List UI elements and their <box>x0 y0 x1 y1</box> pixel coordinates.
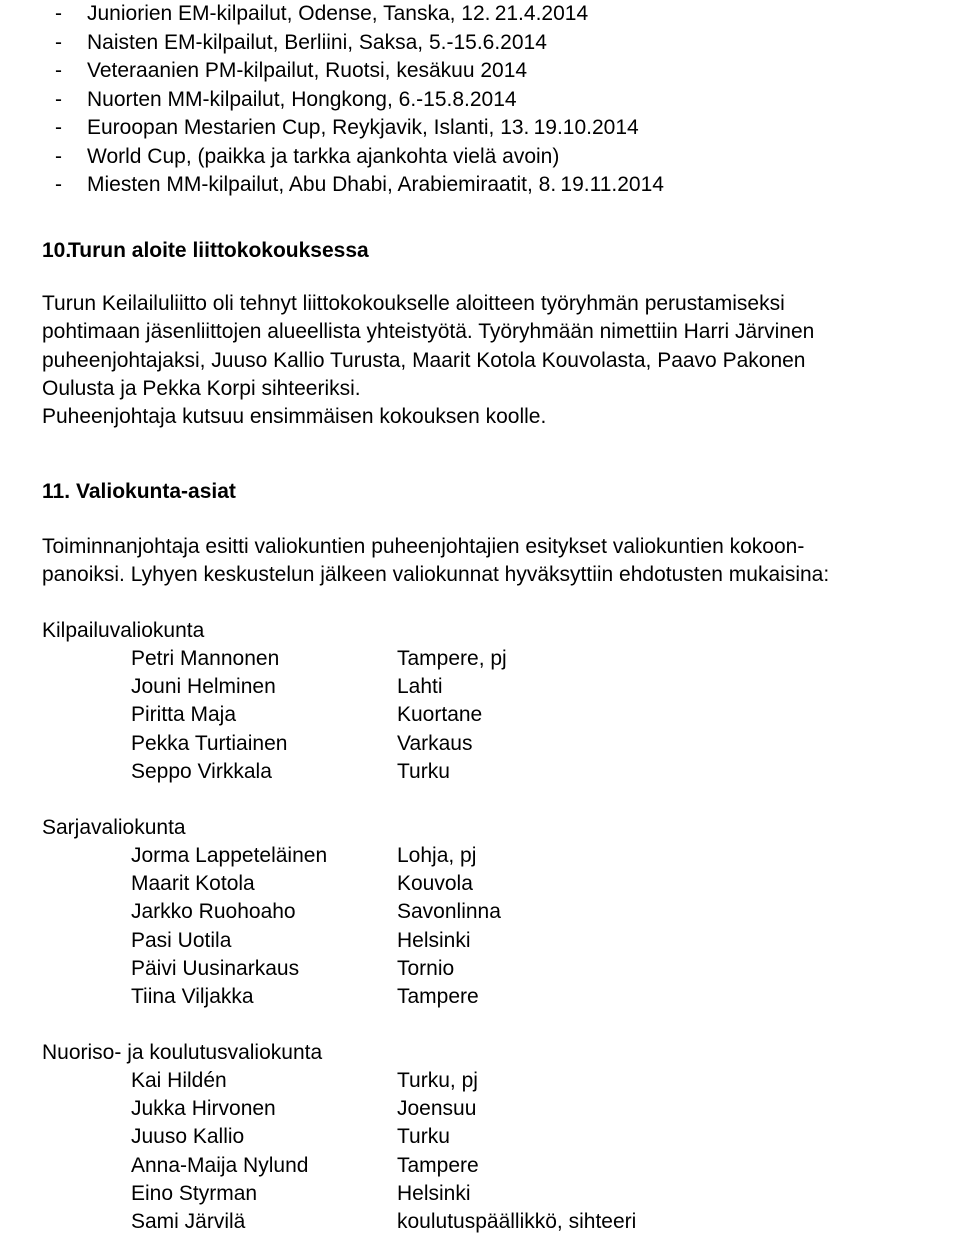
paragraph-line: Toiminnanjohtaja esitti valiokuntien puheenjohtajien esitykset valiokuntien kokoon- <box>42 535 805 558</box>
event-text: Juniorien EM-kilpailut, Odense, Tanska, 12. 21.4.2014 <box>87 2 589 25</box>
list-dash: - <box>55 173 62 196</box>
member-city: Helsinki <box>397 928 471 952</box>
event-item <box>55 114 664 143</box>
paragraph-line: pohtimaan jäsenliittojen alueellista yhteistyötä. Työryhmään nimettiin Harri Järvinen <box>42 320 815 344</box>
member-city: Tampere <box>397 984 479 1008</box>
section-number: 10. <box>42 239 72 262</box>
member-name: Petri Mannonen <box>131 647 280 670</box>
event-item <box>55 86 664 115</box>
member-name: Jukka Hirvonen <box>131 1097 276 1121</box>
committee-title: Kilpailuvaliokunta <box>42 619 205 642</box>
section-10-paragraph <box>42 290 960 431</box>
member-name: Seppo Virkkala <box>131 759 272 783</box>
section-title: Turun aloite liittokokouksessa <box>68 239 369 262</box>
member-name: Eino Styrman <box>131 1181 258 1205</box>
member-name: Maarit Kotola <box>131 872 255 896</box>
list-dash: - <box>55 144 62 168</box>
member-city: Tampere <box>397 1153 479 1177</box>
event-item <box>55 171 664 200</box>
member-name: Pasi Uotila <box>131 928 232 952</box>
member-city: Kuortane <box>397 703 483 727</box>
member-city: Kouvola <box>397 872 473 896</box>
member-name: Kai Hildén <box>131 1069 227 1092</box>
member-name: Jouni Helminen <box>131 675 276 699</box>
section-title: Valiokunta-asiat <box>76 480 236 503</box>
member-city: Turku <box>397 1125 450 1149</box>
member-city: Savonlinna <box>397 900 501 924</box>
list-dash: - <box>55 59 62 82</box>
section-number: 11. <box>42 480 71 503</box>
paragraph-line: panoiksi. Lyhyen keskustelun jälkeen valiokunnat hyväksyttiin ehdotusten mukaisina: <box>42 563 830 587</box>
list-dash: - <box>55 2 62 25</box>
event-text: Nuorten MM-kilpailut, Hongkong, 6.-15.8.2014 <box>87 87 517 111</box>
member-name: Pekka Turtiainen <box>131 731 288 755</box>
committee-title: Nuoriso- ja koulutusvaliokunta <box>42 1041 323 1064</box>
member-city: Lahti <box>397 675 443 699</box>
list-dash: - <box>55 30 62 54</box>
member-city: Joensuu <box>397 1097 477 1121</box>
event-text: Miesten MM-kilpailut, Abu Dhabi, Arabiemiraatit, 8. 19.11.2014 <box>87 173 664 196</box>
member-name: Päivi Uusinarkaus <box>131 956 300 980</box>
event-text: Euroopan Mestarien Cup, Reykjavik, Islanti, 13. 19.10.2014 <box>87 116 639 139</box>
member-name: Anna-Maija Nylund <box>131 1153 309 1177</box>
event-text: World Cup, (paikka ja tarkka ajankohta vielä avoin) <box>87 144 560 168</box>
section-10-heading <box>42 237 369 265</box>
member-name: Jarkko Ruohoaho <box>131 900 296 924</box>
event-item <box>55 29 664 58</box>
member-city: Helsinki <box>397 1181 471 1205</box>
list-dash: - <box>55 116 62 139</box>
member-city: Varkaus <box>397 731 473 755</box>
member-name: Piritta Maja <box>131 703 237 727</box>
event-list <box>55 0 664 200</box>
section-11-heading <box>42 478 236 506</box>
event-text: Naisten EM-kilpailut, Berliini, Saksa, 5.-15.6.2014 <box>87 30 547 54</box>
section-11-paragraph <box>42 533 960 590</box>
event-item <box>55 143 664 172</box>
member-city: Turku <box>397 759 450 783</box>
member-name: Jorma Lappeteläinen <box>131 844 328 867</box>
member-city: Turku, pj <box>397 1069 478 1092</box>
paragraph-line: Oulusta ja Pekka Korpi sihteeriksi. <box>42 376 361 400</box>
paragraph-line: Puheenjohtaja kutsuu ensimmäisen kokouksen koolle. <box>42 405 547 429</box>
paragraph-line: puheenjohtajaksi, Juuso Kallio Turusta, Maarit Kotola Kouvolasta, Paavo Pakonen <box>42 348 806 372</box>
member-city: koulutuspäällikkö, sihteeri <box>397 1209 637 1233</box>
event-text: Veteraanien PM-kilpailut, Ruotsi, kesäkuu 2014 <box>87 59 528 82</box>
event-item <box>55 0 664 29</box>
member-name: Juuso Kallio <box>131 1125 245 1149</box>
list-dash: - <box>55 87 62 111</box>
paragraph-line: Turun Keilailuliitto oli tehnyt liittokokoukselle aloitteen työryhmän perustamiseksi <box>42 292 785 315</box>
committee-title: Sarjavaliokunta <box>42 816 186 839</box>
member-city: Tampere, pj <box>397 647 507 670</box>
member-city: Tornio <box>397 956 455 980</box>
member-city: Lohja, pj <box>397 844 477 867</box>
member-name: Tiina Viljakka <box>131 984 254 1008</box>
member-name: Sami Järvilä <box>131 1209 246 1233</box>
event-item <box>55 57 664 86</box>
